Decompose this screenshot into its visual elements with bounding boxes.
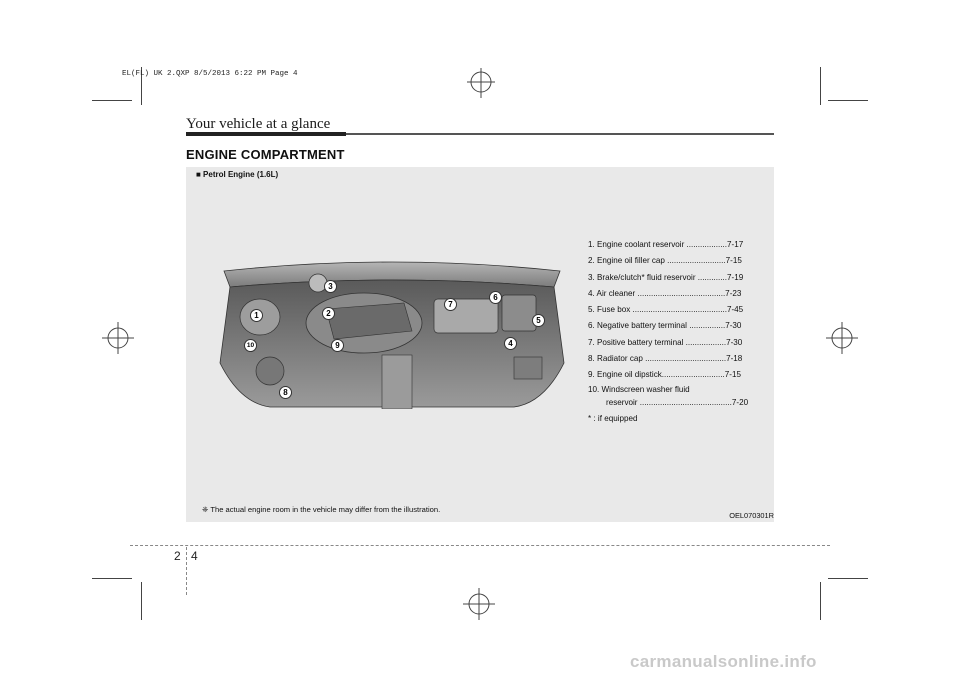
callout-3: 3 [324, 280, 337, 293]
page-header-title: Your vehicle at a glance [186, 116, 331, 132]
watermark: carmanualsonline.info [630, 652, 817, 671]
chapter-number: 2 [174, 549, 181, 563]
list-item: 5. Fuse box ..........................................7-45 [588, 305, 744, 315]
registration-target-icon [100, 320, 140, 360]
footer-rule [130, 545, 830, 546]
registration-target-icon [461, 68, 501, 108]
list-item: 6. Negative battery terminal ................7-30 [588, 321, 742, 331]
callout-9: 9 [331, 339, 344, 352]
callout-1: 1 [250, 309, 263, 322]
registration-target-icon [822, 320, 862, 360]
list-item: 10. Windscreen washer fluid [588, 384, 690, 394]
list-item: 3. Brake/clutch* fluid reservoir .............7-19 [588, 272, 744, 282]
section-title: ENGINE COMPARTMENT [186, 147, 345, 162]
illustration-note: ❈ The actual engine room in the vehicle may differ from the illustration. [202, 505, 441, 514]
callout-8: 8 [279, 386, 292, 399]
list-item: 7. Positive battery terminal ..................7-30 [588, 337, 743, 347]
list-item: 9. Engine oil dipstick............................7-15 [588, 370, 741, 380]
page-number: 4 [191, 549, 198, 563]
engine-illustration [214, 253, 570, 409]
footnote: * : if equipped [588, 413, 638, 423]
list-item: 1. Engine coolant reservoir ..................7-17 [588, 240, 744, 249]
list-item: 4. Air cleaner .......................................7-23 [588, 288, 742, 298]
image-code: OEL070301R [729, 511, 774, 520]
page-number-separator [186, 547, 187, 595]
list-item-continuation: reservoir .........................................7-20 [606, 397, 749, 407]
engine-compartment-panel [186, 167, 774, 522]
registration-target-icon [459, 586, 499, 626]
callout-4: 4 [504, 337, 517, 350]
panel-label: ■ Petrol Engine (1.6L) [196, 170, 279, 179]
callout-10: 10 [244, 339, 257, 352]
list-item: 2. Engine oil filler cap ..........................7-15 [588, 256, 742, 266]
callout-5: 5 [532, 314, 545, 327]
callout-7: 7 [444, 298, 457, 311]
header-rule [186, 133, 774, 135]
callout-2: 2 [322, 307, 335, 320]
file-info: EL(FL) UK 2.QXP 8/5/2013 6:22 PM Page 4 [122, 70, 298, 78]
list-item: 8. Radiator cap ....................................7-18 [588, 354, 743, 364]
component-list [588, 237, 768, 427]
callout-6: 6 [489, 291, 502, 304]
